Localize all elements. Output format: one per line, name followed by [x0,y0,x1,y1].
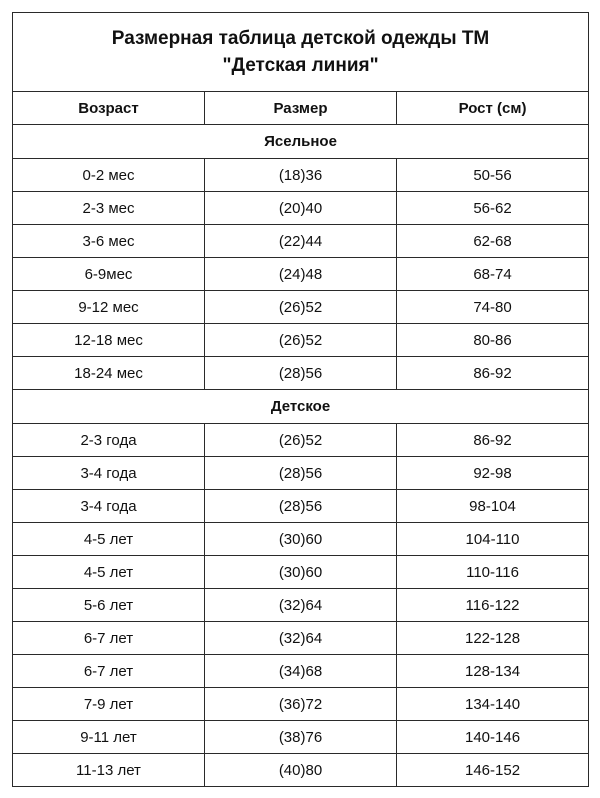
cell-age: 9-12 мес [13,291,205,324]
cell-size: (18)36 [205,159,397,192]
cell-size: (24)48 [205,258,397,291]
cell-size: (34)68 [205,655,397,688]
header-height: Рост (см) [397,92,589,125]
table-title [13,13,589,92]
header-size: Размер [205,92,397,125]
cell-height: 80-86 [397,324,589,357]
cell-size: (26)52 [205,324,397,357]
title-row [13,13,589,92]
table-row [13,159,589,192]
cell-height: 86-92 [397,357,589,390]
table-row [13,192,589,225]
section-row [13,390,589,424]
cell-height: 56-62 [397,192,589,225]
cell-age: 7-9 лет [13,688,205,721]
cell-size: (26)52 [205,291,397,324]
table-row [13,225,589,258]
cell-size: (32)64 [205,622,397,655]
table-row [13,655,589,688]
header-age: Возраст [13,92,205,125]
cell-height: 92-98 [397,457,589,490]
table-row [13,357,589,390]
cell-height: 128-134 [397,655,589,688]
cell-size: (30)60 [205,556,397,589]
table-row [13,457,589,490]
table-row [13,424,589,457]
table-row [13,754,589,787]
table-row [13,258,589,291]
table-row [13,523,589,556]
header-row [13,92,589,125]
cell-size: (36)72 [205,688,397,721]
cell-age: 6-9мес [13,258,205,291]
section-title: Детское [13,390,589,424]
table-row [13,688,589,721]
cell-age: 3-4 года [13,457,205,490]
cell-size: (20)40 [205,192,397,225]
cell-age: 2-3 мес [13,192,205,225]
table-row [13,556,589,589]
table-row [13,324,589,357]
cell-age: 3-6 мес [13,225,205,258]
cell-age: 6-7 лет [13,622,205,655]
cell-age: 11-13 лет [13,754,205,787]
size-chart-document [12,12,588,786]
title-line-2: "Детская линия" [222,55,379,76]
title-line-1: Размерная таблица детской одежды ТМ [111,28,490,49]
size-chart-table [12,12,589,787]
cell-height: 86-92 [397,424,589,457]
cell-size: (30)60 [205,523,397,556]
table-row [13,490,589,523]
cell-height: 68-74 [397,258,589,291]
cell-age: 4-5 лет [13,556,205,589]
cell-height: 116-122 [397,589,589,622]
cell-height: 110-116 [397,556,589,589]
cell-height: 146-152 [397,754,589,787]
cell-size: (38)76 [205,721,397,754]
cell-size: (28)56 [205,490,397,523]
cell-age: 3-4 года [13,490,205,523]
cell-size: (28)56 [205,457,397,490]
cell-height: 50-56 [397,159,589,192]
table-row [13,622,589,655]
table-row [13,589,589,622]
cell-height: 104-110 [397,523,589,556]
cell-height: 98-104 [397,490,589,523]
cell-size: (26)52 [205,424,397,457]
cell-age: 6-7 лет [13,655,205,688]
section-title: Ясельное [13,125,589,159]
cell-height: 134-140 [397,688,589,721]
table-row [13,291,589,324]
cell-age: 12-18 мес [13,324,205,357]
cell-age: 9-11 лет [13,721,205,754]
cell-height: 140-146 [397,721,589,754]
cell-height: 62-68 [397,225,589,258]
table-row [13,721,589,754]
cell-size: (28)56 [205,357,397,390]
cell-age: 0-2 мес [13,159,205,192]
cell-size: (40)80 [205,754,397,787]
cell-height: 122-128 [397,622,589,655]
cell-age: 4-5 лет [13,523,205,556]
cell-height: 74-80 [397,291,589,324]
cell-age: 5-6 лет [13,589,205,622]
cell-age: 18-24 мес [13,357,205,390]
cell-age: 2-3 года [13,424,205,457]
cell-size: (32)64 [205,589,397,622]
section-row [13,125,589,159]
cell-size: (22)44 [205,225,397,258]
